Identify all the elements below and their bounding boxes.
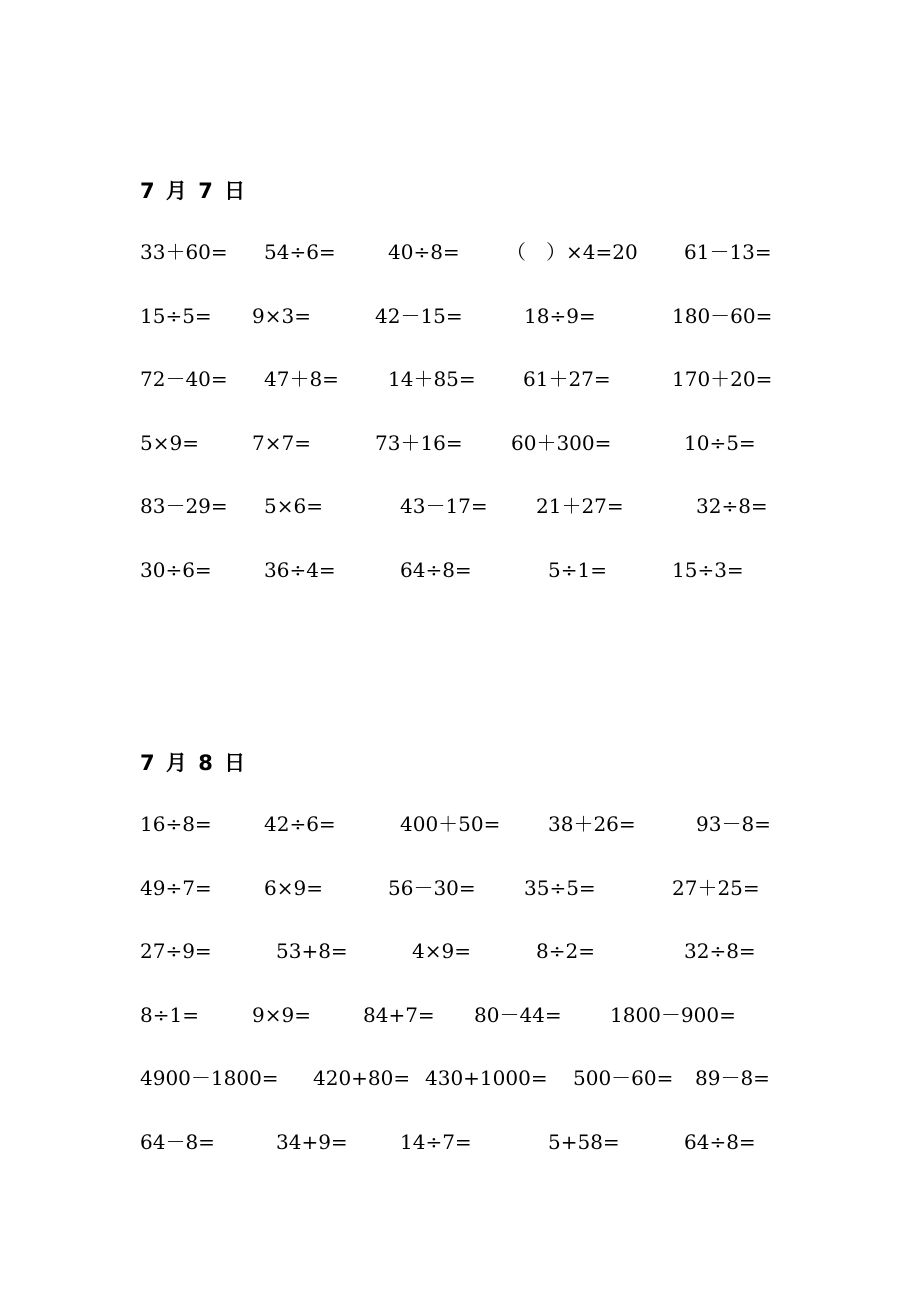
math-problem: 14÷7=: [400, 1129, 472, 1154]
math-problem: 61－13=: [684, 240, 772, 264]
math-problem: 14＋85=: [388, 367, 476, 392]
math-problem: 7×7=: [252, 430, 311, 455]
problem-row: [140, 1002, 800, 1066]
math-problem: 16÷8=: [140, 812, 212, 836]
math-problem: 72－40=: [140, 367, 228, 392]
math-problem: 5+58=: [548, 1129, 620, 1154]
problem-row: [140, 239, 800, 303]
math-problem: 38＋26=: [548, 812, 636, 836]
math-problem: 34+9=: [276, 1129, 348, 1154]
math-problem: 6×9=: [264, 875, 323, 900]
math-problem: 400＋50=: [400, 812, 501, 836]
math-problem: 8÷2=: [536, 939, 595, 964]
math-problem: 93－8=: [696, 812, 771, 836]
math-problem: 18÷9=: [524, 303, 596, 328]
math-problem: 60＋300=: [511, 430, 612, 455]
problem-row: [140, 1129, 800, 1193]
math-problem: 83－29=: [140, 494, 228, 519]
math-problem: 5×6=: [264, 494, 323, 519]
math-problem: 27＋25=: [672, 875, 760, 900]
math-problem: 36÷4=: [264, 557, 336, 582]
math-problem: 8÷1=: [140, 1002, 199, 1027]
math-problem: 42－15=: [375, 303, 463, 328]
math-problem: 40÷8=: [388, 240, 460, 264]
math-problem: 4×9=: [412, 939, 471, 964]
math-problem: 420+80=: [313, 1066, 411, 1091]
math-problem: （ ）×4=20: [506, 240, 638, 264]
date-heading: 7 月 8 日: [140, 751, 248, 775]
math-problem: 15÷5=: [140, 303, 212, 328]
problem-row: [140, 938, 800, 1002]
math-problem: 10÷5=: [684, 430, 756, 455]
math-problem: 430+1000=: [425, 1066, 548, 1091]
math-problem: 35÷5=: [524, 875, 596, 900]
math-problem: 9×3=: [252, 303, 311, 328]
math-problem: 49÷7=: [140, 875, 212, 900]
math-problem: 500－60=: [573, 1066, 674, 1091]
math-problem: 64－8=: [140, 1129, 215, 1154]
problem-row: [140, 303, 800, 367]
worksheet-day-1: [140, 176, 800, 621]
problem-row: [140, 493, 800, 557]
math-problem: 80－44=: [474, 1002, 562, 1027]
math-problem: 15÷3=: [672, 557, 744, 582]
worksheet-day-2: [140, 748, 800, 1193]
math-problem: 27÷9=: [140, 939, 212, 964]
problem-row: [140, 811, 800, 875]
math-problem: 54÷6=: [264, 240, 336, 264]
date-heading: 7 月 7 日: [140, 179, 248, 203]
math-problem: 43－17=: [400, 494, 488, 519]
math-problem: 33＋60=: [140, 240, 228, 264]
problem-row: [140, 430, 800, 494]
math-problem: 56－30=: [388, 875, 476, 900]
math-problem: 84+7=: [363, 1002, 435, 1027]
math-problem: 73＋16=: [375, 430, 463, 455]
math-problem: 170＋20=: [672, 367, 773, 392]
math-problem: 89－8=: [695, 1066, 770, 1091]
math-problem: 30÷6=: [140, 557, 212, 582]
math-problem: 61＋27=: [523, 367, 611, 392]
math-problem: 5×9=: [140, 430, 199, 455]
math-problem: 53+8=: [276, 939, 348, 964]
problem-row: [140, 1065, 800, 1129]
math-problem: 180－60=: [672, 303, 773, 328]
math-problem: 32÷8=: [684, 939, 756, 964]
math-problem: 1800－900=: [610, 1002, 736, 1027]
math-problem: 4900－1800=: [140, 1066, 279, 1091]
problem-row: [140, 875, 800, 939]
problem-row: [140, 366, 800, 430]
math-problem: 64÷8=: [400, 557, 472, 582]
math-problem: 64÷8=: [684, 1129, 756, 1154]
math-problem: 9×9=: [252, 1002, 311, 1027]
math-problem: 21＋27=: [536, 494, 624, 519]
problem-row: [140, 557, 800, 621]
math-problem: 32÷8=: [696, 494, 768, 519]
math-problem: 42÷6=: [264, 812, 336, 836]
math-problem: 5÷1=: [548, 557, 607, 582]
math-problem: 47＋8=: [264, 367, 339, 392]
